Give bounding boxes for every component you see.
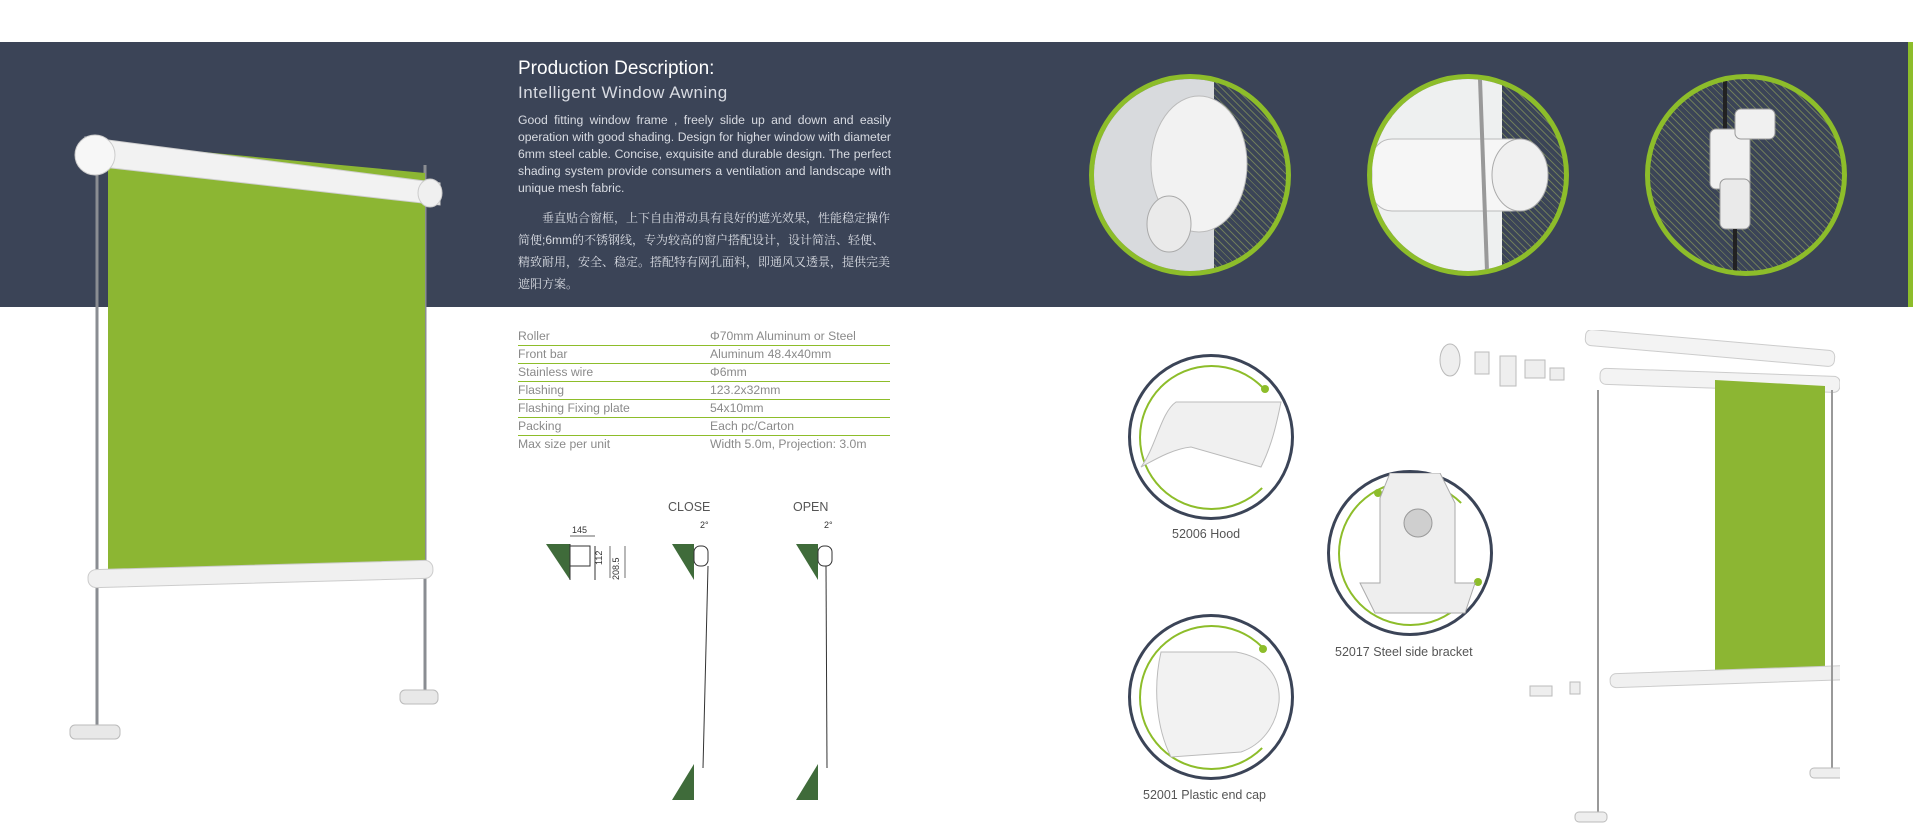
exploded-view-image [1420,330,1840,825]
open-angle-label: 2° [824,520,833,530]
end-cap-part-circle [1128,614,1294,780]
dimension-diagram [540,520,640,590]
hood-label: 52006 Hood [1172,527,1241,541]
spec-value: 54x10mm [710,400,890,418]
spec-value: Φ70mm Aluminum or Steel [710,328,890,346]
spec-name: Flashing Fixing plate [518,400,710,418]
hood-part-circle [1128,354,1294,520]
hood-image [1131,357,1291,517]
bracket-label: 52017 Steel side bracket [1335,645,1473,659]
table-row [518,364,890,382]
spec-name: Front bar [518,346,710,364]
detail-circle-roller-end [1089,74,1291,276]
spec-value: Φ6mm [710,364,890,382]
table-row [518,436,890,454]
description-chinese: 垂直贴合窗框，上下自由滑动具有良好的遮光效果，性能稳定操作简便;6mm的不锈钢线，专为较高的窗户搭配设计，设计简洁、轻便、精致耐用，安全、稳定。搭配特有网孔面料，即通风又透景，提供完美遮阳方案。 [518,211,891,291]
spec-name: Flashing [518,382,710,400]
table-row [518,346,890,364]
table-row [518,328,890,346]
open-diagram [792,518,852,803]
spec-value: Width 5.0m, Projection: 3.0m [710,437,867,451]
roller-end-detail-image [1094,79,1286,271]
cable-roller-detail-image [1372,79,1564,271]
end-cap-label: 52001 Plastic end cap [1143,788,1267,802]
spec-name: Packing [518,418,710,436]
description-english: Good fitting window frame , freely slide up and down and easily operation with good shading. Design for higher window with diameter 6mm steel cable. Concise, exquisite and durable design. The perfect shading system provide consumers a ventilation and landscape with unique mesh fabric. [518,113,891,195]
table-row [518,418,890,436]
open-label: OPEN [793,500,829,514]
awning-product-image [60,125,460,755]
close-diagram [668,518,728,803]
spec-name: Roller [518,328,710,346]
close-angle-label: 2° [700,520,709,530]
accent-edge [1908,42,1913,307]
specs-table [518,328,890,453]
end-cap-image [1131,617,1291,777]
dim-width-label: 145 [572,525,588,535]
dim-a-label: 112 [594,550,604,565]
spec-name: Stainless wire [518,364,710,382]
detail-circle-cable-roller [1367,74,1569,276]
close-label: CLOSE [668,500,711,514]
table-row [518,382,890,400]
page-title: Production Description: [518,58,715,79]
table-row [518,400,890,418]
spec-value: 123.2x32mm [710,382,890,400]
spec-name: Max size per unit [518,437,611,451]
page-subtitle: Intelligent Window Awning [518,83,728,102]
spec-value: Aluminum 48.4x40mm [710,346,890,364]
dim-b-label: 208.5 [611,557,621,580]
bracket-detail-image [1650,79,1842,271]
detail-circle-bracket [1645,74,1847,276]
spec-value: Each pc/Carton [710,418,890,436]
